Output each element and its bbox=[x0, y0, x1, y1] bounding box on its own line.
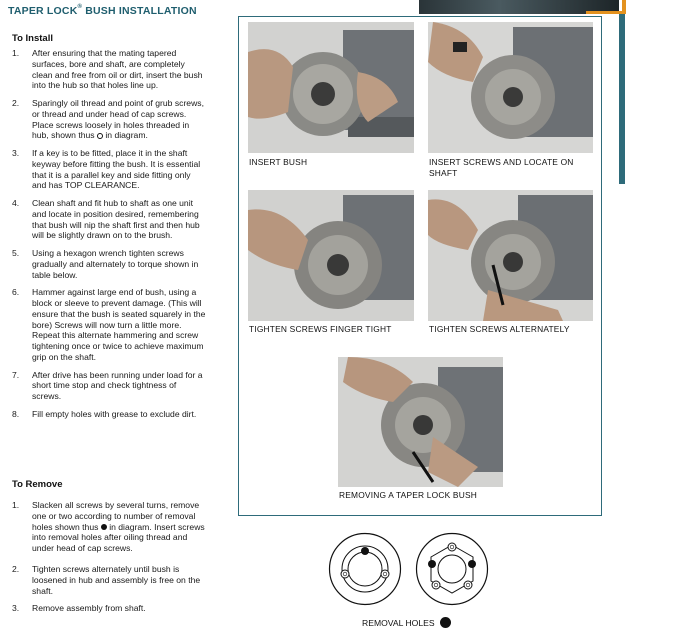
install-step: 6. Hammer against large end of bush, using a block or sleeve to prevent damage. (This will ensure that the bush is seated squarely in the bore) Screws will now turn a little more. Repeat this alternate hammering and screw tightening once or twice to achieve maximum grip on the shaft. bbox=[12, 287, 206, 362]
photo-caption: TIGHTEN SCREWS FINGER TIGHT bbox=[249, 324, 392, 334]
photo-caption: INSERT BUSH bbox=[249, 157, 308, 167]
finger-tight-photo bbox=[248, 190, 414, 321]
install-step: 4. Clean shaft and fit hub to shaft as one unit and locate in position desired, remembering that bush will nip the shaft first and then hub will be slightly drawn on to the brush. bbox=[12, 197, 200, 241]
remove-heading: To Remove bbox=[12, 479, 63, 490]
remove-step: 3. Remove assembly from shaft. bbox=[12, 603, 146, 614]
photo-caption: REMOVING A TAPER LOCK BUSH bbox=[339, 490, 477, 500]
install-step: 2. Sparingly oil thread and point of grub screws, or thread and under head of cap screws. Place screws loosely in holes threaded in hub, shown thus in diagram. bbox=[12, 97, 204, 141]
insert-screws-photo bbox=[428, 22, 593, 153]
header-accent bbox=[586, 0, 626, 14]
install-step: 1. After ensuring that the mating tapered surfaces, bore and shaft, are completely clean and free from oil or dirt, insert the bush into the hub so that holes line up. bbox=[12, 48, 203, 91]
bush-diagram-three-holes bbox=[414, 531, 490, 607]
removal-hole-icon bbox=[440, 617, 451, 628]
install-heading: To Install bbox=[12, 33, 53, 44]
install-steps bbox=[12, 48, 207, 426]
side-accent-bar bbox=[619, 14, 625, 184]
photo-caption: INSERT SCREWS AND LOCATE ON SHAFT bbox=[429, 157, 574, 178]
threaded-hole-symbol bbox=[97, 133, 103, 139]
install-step: 8. Fill empty holes with grease to exclude dirt. bbox=[12, 408, 197, 419]
remove-steps bbox=[12, 500, 207, 621]
page-title: TAPER LOCK® BUSH INSTALLATION bbox=[8, 4, 197, 17]
insert-bush-photo bbox=[248, 22, 414, 153]
remove-step: 1. Slacken all screws by several turns, remove one or two according to number of removal holes shown thus in diagram. Insert screws into removal holes after oiling thread and under head of cap screws. bbox=[12, 500, 205, 554]
removing-bush-photo bbox=[338, 357, 503, 487]
photo-caption: TIGHTEN SCREWS ALTERNATELY bbox=[429, 324, 570, 334]
install-step: 3. If a key is to be fitted, place it in the shaft keyway before fitting the bush. It is essential that it is a parallel key and side fitting only and has TOP CLEARANCE. bbox=[12, 147, 201, 191]
remove-step: 2. Tighten screws alternately until bush is loosened in hub and assembly is free on the shaft. bbox=[12, 563, 201, 596]
removal-hole-symbol bbox=[101, 524, 107, 530]
install-step: 5. Using a hexagon wrench tighten screws gradually and alternately to torque shown in table below. bbox=[12, 247, 199, 280]
install-step: 7. After drive has been running under load for a short time stop and check tightness of screws. bbox=[12, 369, 203, 402]
removal-holes-label: REMOVAL HOLES bbox=[362, 618, 435, 628]
removal-hole-icon bbox=[361, 547, 369, 555]
tighten-alternately-photo bbox=[428, 190, 593, 321]
bush-diagram-two-holes bbox=[327, 531, 403, 607]
